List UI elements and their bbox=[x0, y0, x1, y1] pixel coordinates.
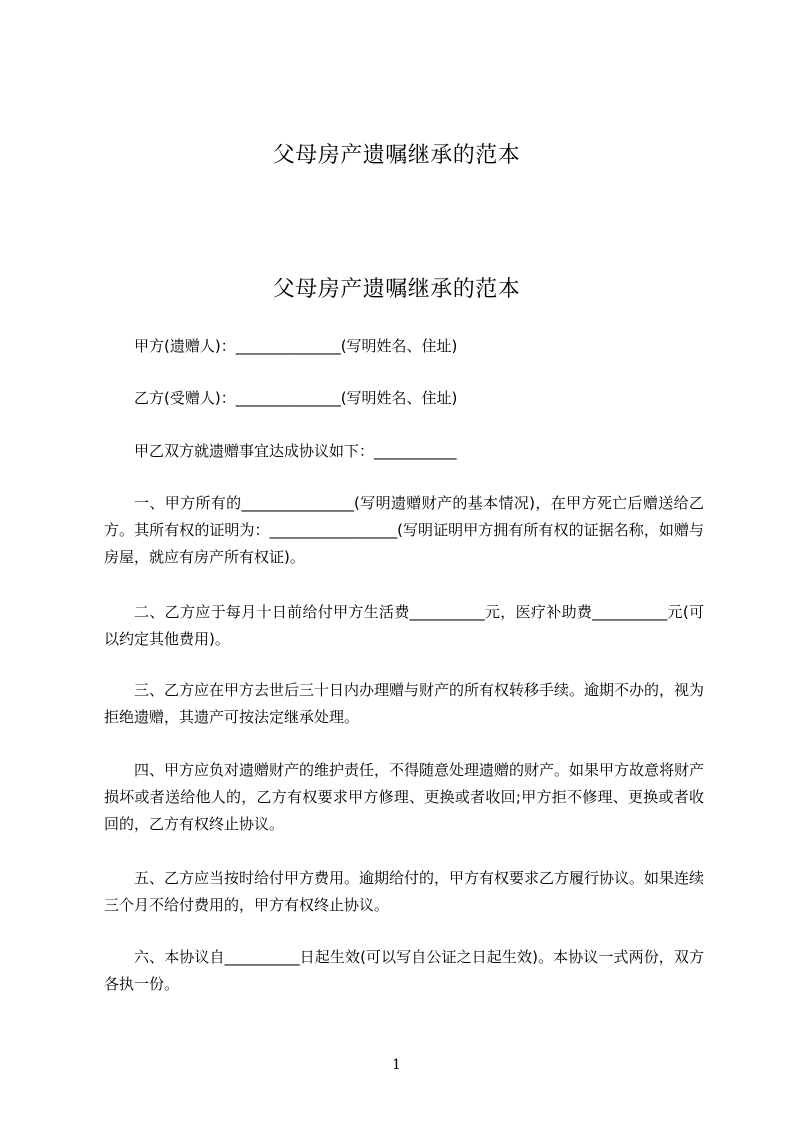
clause-1: 一、甲方所有的_______________(写明遗赠财产的基本情况)，在甲方死亡后赠送给乙方。其所有权的证明为：_________________(写明证明甲方拥有所有权的证据名称，如赠与房屋，就应有房产所有权证)。 bbox=[104, 494, 704, 566]
agreement-intro: 甲乙双方就遗赠事宜达成协议如下：___________ bbox=[134, 442, 457, 460]
clause-3: 三、乙方应在甲方去世后三十日内办理赠与财产的所有权转移手续。逾期不办的，视为拒绝遗赠，其遗产可按法定继承处理。 bbox=[104, 681, 705, 726]
document-title: 父母房产遗嘱继承的范本 bbox=[272, 277, 521, 302]
header-title: 父母房产遗嘱继承的范本 bbox=[272, 143, 521, 168]
page-number: 1 bbox=[392, 1057, 401, 1073]
party-b-line: 乙方(受赠人)：______________(写明姓名、住址) bbox=[134, 389, 458, 407]
clause-2: 二、乙方应于每月十日前给付甲方生活费__________元，医疗补助费__________元(可以约定其他费用)。 bbox=[104, 603, 704, 648]
party-a-line: 甲方(遗赠人)：______________(写明姓名、住址) bbox=[134, 337, 458, 355]
clause-5: 五、乙方应当按时给付甲方费用。逾期给付的，甲方有权要求乙方履行协议。如果连续三个月不给付费用的，甲方有权终止协议。 bbox=[104, 869, 705, 914]
clause-6: 六、本协议自__________日起生效(可以写自公证之日起生效)。本协议一式两份，双方各执一份。 bbox=[104, 948, 704, 993]
clause-4: 四、甲方应负对遗赠财产的维护责任，不得随意处理遗赠的财产。如果甲方故意将财产损坏或者送给他人的，乙方有权要求甲方修理、更换或者收回;甲方拒不修理、更换或者收回的，乙方有权终止协议。 bbox=[104, 761, 705, 833]
